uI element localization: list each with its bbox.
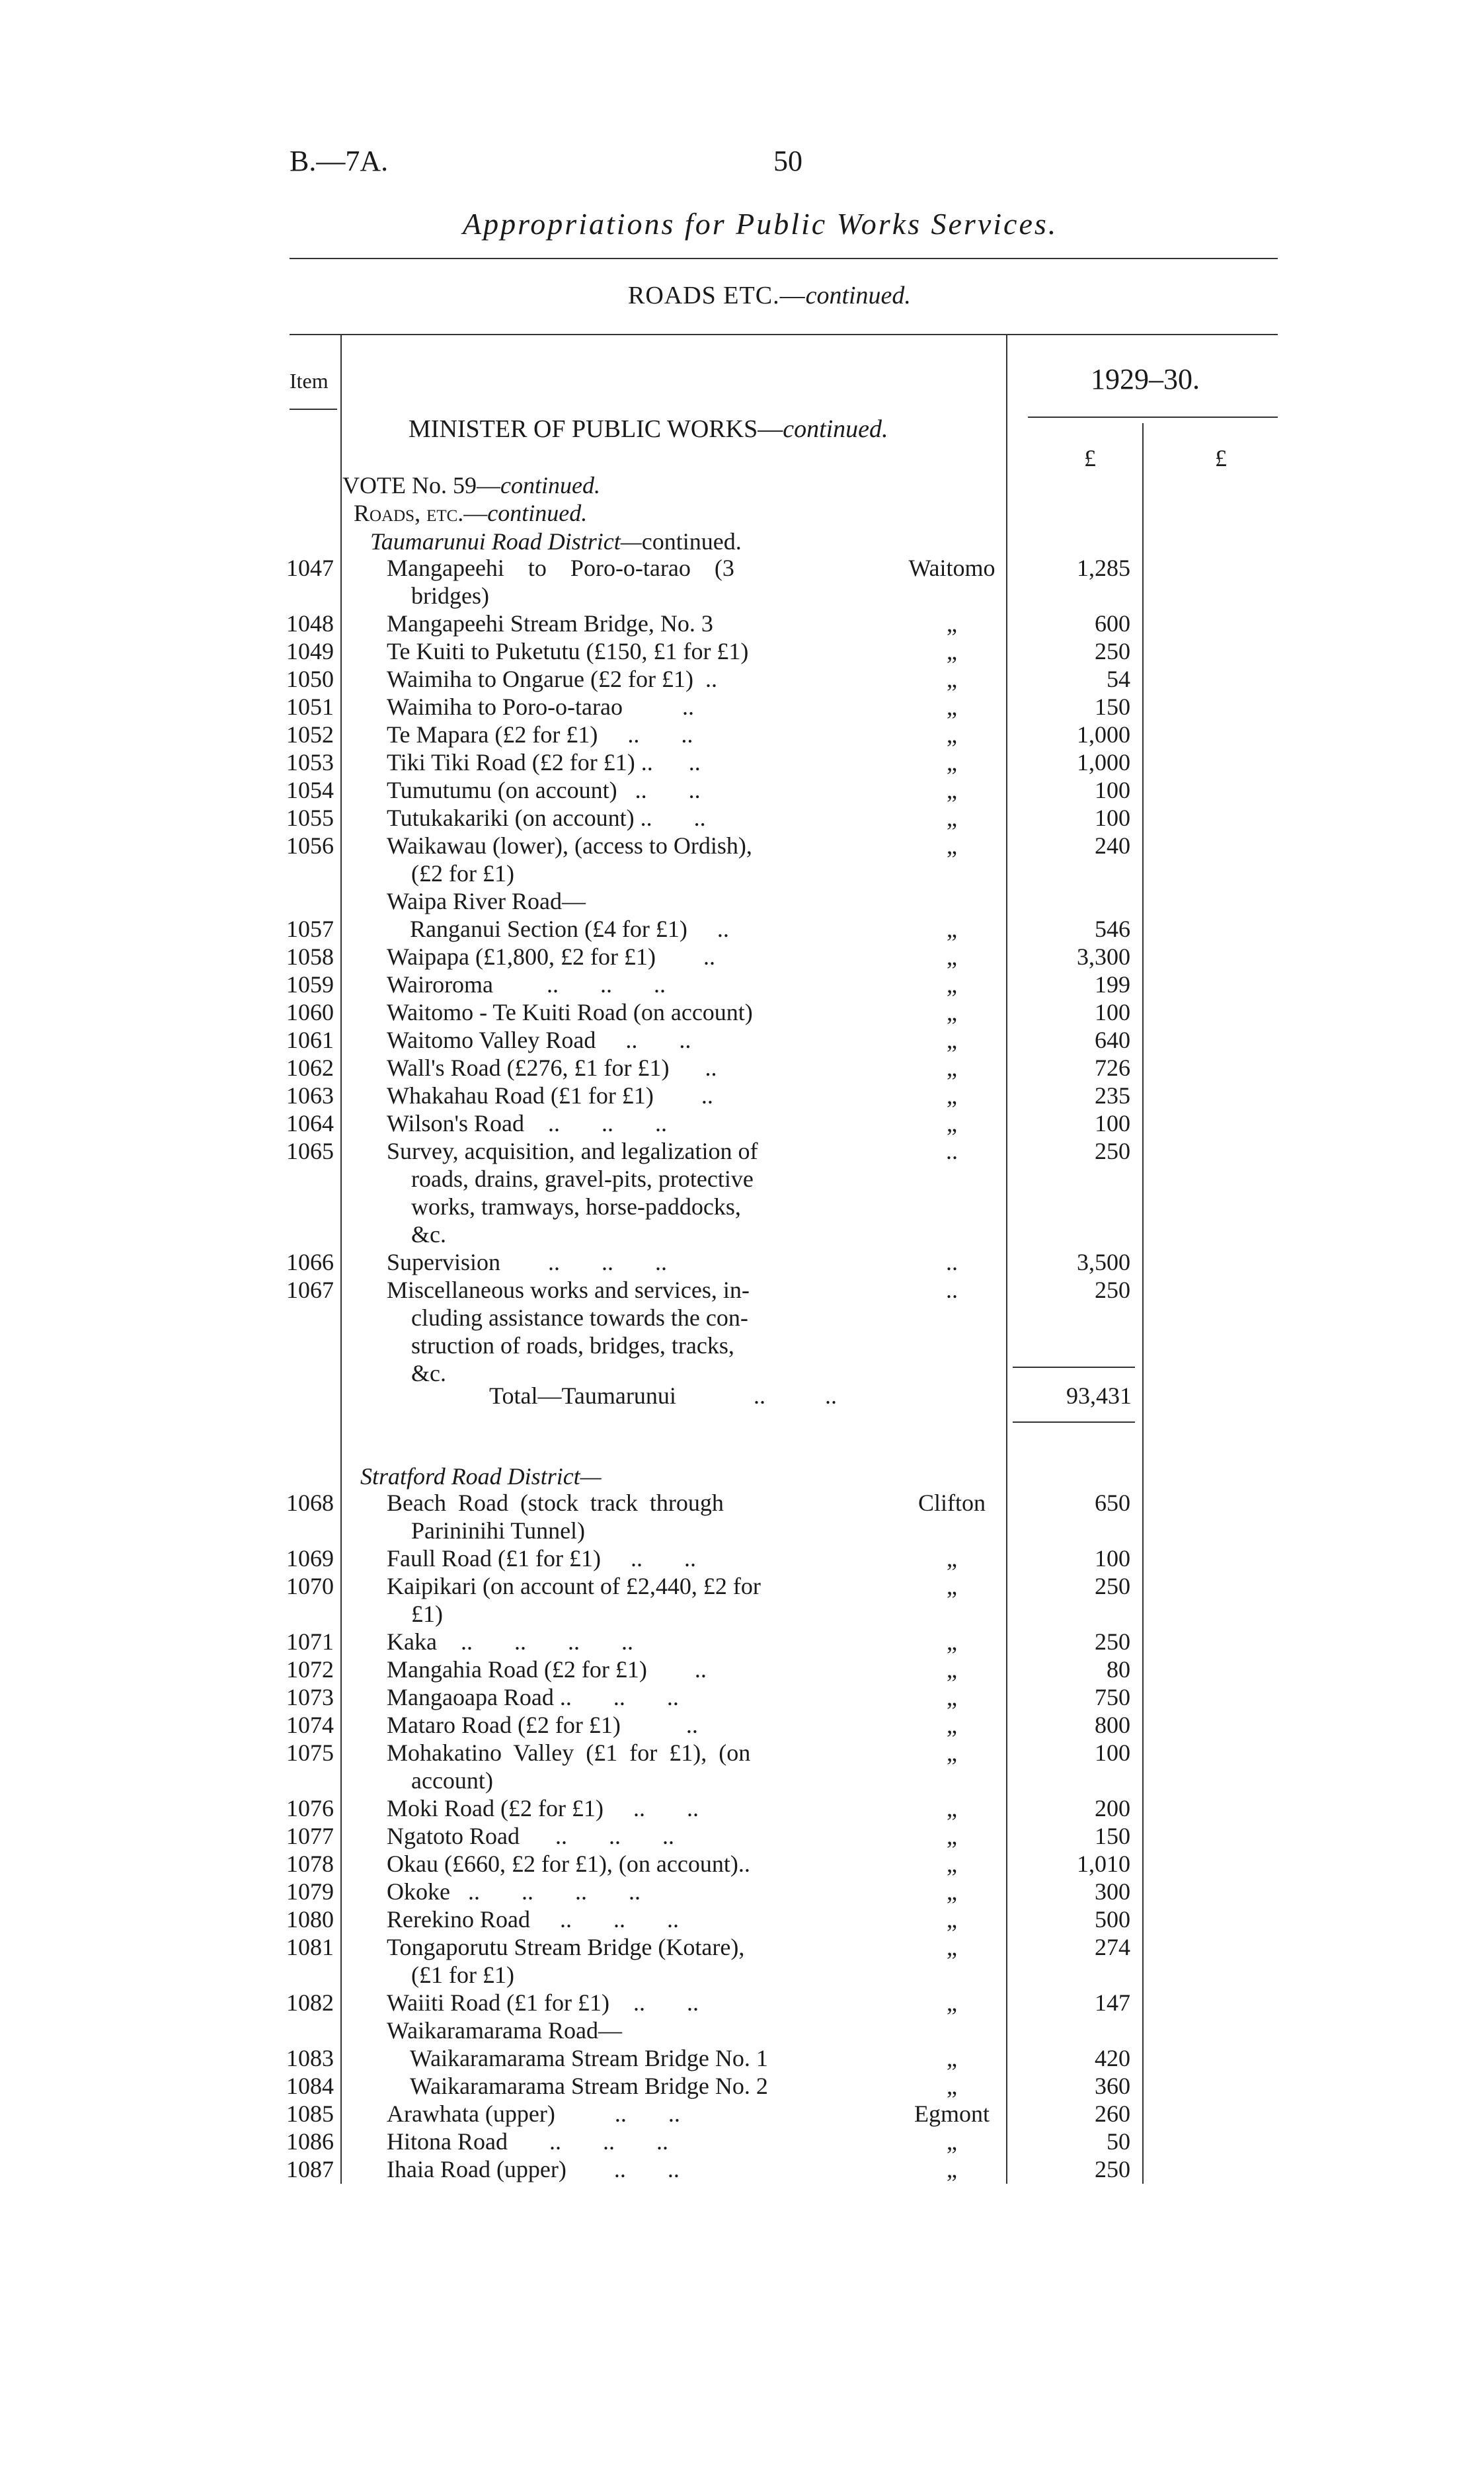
county-name: „ [947,1545,957,1572]
item-description: Survey, acquisition, and legalization of [387,1138,758,1164]
item-description: Okoke .. .. .. .. [387,1878,641,1905]
county-name: „ [947,916,957,942]
item-description: Wall's Road (£276, £1 for £1) .. [387,1055,717,1081]
county-name: „ [947,805,957,831]
amount-value: 54 [1107,666,1130,692]
total-below-rule [1013,1421,1135,1423]
amount-value: 100 [1095,777,1130,803]
amount-value: 640 [1095,1027,1130,1053]
item-number: 1068 [286,1490,334,1516]
item-number: 1081 [286,1934,334,1960]
item-number: 1083 [286,2045,334,2071]
taumarunui-district-heading: Taumarunui Road District—continued. [370,528,742,555]
amount-value: 147 [1095,1989,1130,2016]
item-number: 1058 [286,943,334,970]
amount-value: 250 [1095,1628,1130,1655]
county-name: „ [947,638,957,664]
stratford-district-heading: Stratford Road District— [360,1463,602,1490]
county-name: .. [946,1138,958,1164]
item-number: 1056 [286,832,334,859]
item-number: 1085 [286,2100,334,2127]
item-number: 1059 [286,971,334,998]
item-description: account) [411,1767,493,1794]
county-name: „ [947,832,957,859]
item-description: (£2 for £1) [411,860,514,887]
county-name: „ [947,1055,957,1081]
county-name: „ [947,1082,957,1109]
item-description: Parininihi Tunnel) [411,1517,586,1544]
item-description: Te Mapara (£2 for £1) .. .. [387,721,693,748]
item-description: Kaipikari (on account of £2,440, £2 for [387,1573,761,1599]
amount-value: 250 [1095,2156,1130,2182]
county-name: „ [947,749,957,776]
item-description: Waikaramarama Road— [387,2017,622,2044]
amount-value: 500 [1095,1906,1130,1933]
item-number: 1076 [286,1795,334,1821]
item-description: Arawhata (upper) .. .. [387,2100,680,2127]
item-number: 1079 [286,1878,334,1905]
county-name: „ [947,1684,957,1710]
item-description: Waitomo Valley Road .. .. [387,1027,691,1053]
item-number: 1063 [286,1082,334,1109]
item-header-rule [290,409,337,410]
item-description: Ihaia Road (upper) .. .. [387,2156,680,2182]
county-name: „ [947,1934,957,1960]
item-description: Waimiha to Ongarue (£2 for £1) .. [387,666,717,692]
county-name: Egmont [914,2100,990,2127]
item-description: Okau (£660, £2 for £1), (on account).. [387,1851,750,1877]
county-name: „ [947,1878,957,1905]
item-number: 1072 [286,1656,334,1683]
item-number: 1073 [286,1684,334,1710]
amount-value: 250 [1095,1277,1130,1303]
county-name: .. [946,1249,958,1275]
amount-value: 235 [1095,1082,1130,1109]
vote-heading: VOTE No. 59—continued. [342,472,600,499]
county-name: „ [947,1823,957,1849]
item-description: Ngatoto Road .. .. .. [387,1823,674,1849]
county-name: „ [947,2045,957,2071]
item-description: Mataro Road (£2 for £1) .. [387,1712,698,1738]
amount-value: 100 [1095,1739,1130,1766]
item-number: 1065 [286,1138,334,1164]
item-description: Waiiti Road (£1 for £1) .. .. [387,1989,699,2016]
roads-heading: Roads, etc.—continued. [354,500,588,526]
item-number: 1077 [286,1823,334,1849]
item-number: 1055 [286,805,334,831]
item-number: 1086 [286,2128,334,2155]
item-description: Hitona Road .. .. .. [387,2128,668,2155]
item-description: Mangapeehi Stream Bridge, No. 3 [387,610,713,637]
total-taumarunui-amount: 93,431 [1066,1382,1132,1409]
amount-value: 260 [1095,2100,1130,2127]
amount-value: 1,010 [1077,1851,1130,1877]
year-header-rule [1028,417,1278,418]
amount-value: 100 [1095,1110,1130,1137]
pound-symbol-2: £ [1215,445,1227,471]
county-name: „ [947,1712,957,1738]
item-description: Waikaramarama Stream Bridge No. 1 [410,2045,768,2071]
county-name: „ [947,610,957,637]
item-number: 1062 [286,1055,334,1081]
amount-value: 800 [1095,1712,1130,1738]
county-name: „ [947,1795,957,1821]
county-name: „ [947,1906,957,1933]
item-number: 1060 [286,999,334,1025]
county-name: „ [947,694,957,720]
county-name: „ [947,971,957,998]
item-description: bridges) [411,582,489,609]
total-taumarunui-dots: .. .. [754,1382,837,1409]
amount-value: 250 [1095,1573,1130,1599]
item-number: 1053 [286,749,334,776]
item-number: 1048 [286,610,334,637]
item-description: Waikawau (lower), (access to Ordish), [387,832,752,859]
item-description: Mangahia Road (£2 for £1) .. [387,1656,707,1683]
item-description: Beach Road (stock track through [387,1490,724,1516]
item-description: Moki Road (£2 for £1) .. .. [387,1795,699,1821]
item-description: Mangaoapa Road .. .. .. [387,1684,679,1710]
item-description: Waikaramarama Stream Bridge No. 2 [410,2073,768,2099]
item-description: struction of roads, bridges, tracks, [411,1332,734,1359]
amount-value: 546 [1095,916,1130,942]
item-column-header: Item [290,369,329,393]
county-name: „ [947,1989,957,2016]
item-description: Kaka .. .. .. .. [387,1628,633,1655]
pound-symbol-1: £ [1084,445,1096,471]
county-name: „ [947,1628,957,1655]
county-name: „ [947,2156,957,2182]
item-description: Rerekino Road .. .. .. [387,1906,679,1933]
county-name: „ [947,2128,957,2155]
amount-column-rule [1142,423,1144,2184]
item-description: £1) [411,1601,443,1627]
item-description: &c. [411,1360,446,1386]
item-description: Tiki Tiki Road (£2 for £1) .. .. [387,749,701,776]
item-number: 1087 [286,2156,334,2182]
amount-value: 3,500 [1077,1249,1130,1275]
item-number: 1066 [286,1249,334,1275]
county-name: „ [947,1027,957,1053]
item-description: Miscellaneous works and services, in- [387,1277,750,1303]
item-description: Faull Road (£1 for £1) .. .. [387,1545,696,1572]
item-number: 1064 [286,1110,334,1137]
amount-value: 300 [1095,1878,1130,1905]
item-description: Mangapeehi to Poro-o-tarao (3 [387,555,734,581]
item-description: Waitomo - Te Kuiti Road (on account) [387,999,753,1025]
county-name: „ [947,666,957,692]
county-name: „ [947,999,957,1025]
section-heading: ROADS ETC.—continued. [628,282,911,309]
county-name: „ [947,777,957,803]
amount-value: 726 [1095,1055,1130,1081]
amount-value: 3,300 [1077,943,1130,970]
amount-value: 360 [1095,2073,1130,2099]
item-description: Tutukakariki (on account) .. .. [387,805,706,831]
county-name: Clifton [918,1490,986,1516]
item-description: Supervision .. .. .. [387,1249,668,1275]
amount-value: 100 [1095,805,1130,831]
item-description: Wilson's Road .. .. .. [387,1110,668,1137]
item-description: roads, drains, gravel-pits, protective [411,1166,754,1192]
item-number: 1084 [286,2073,334,2099]
item-description: Tongaporutu Stream Bridge (Kotare), [387,1934,745,1960]
county-name: Waitomo [908,555,996,581]
amount-value: 100 [1095,999,1130,1025]
amount-value: 274 [1095,1934,1130,1960]
minister-heading: MINISTER OF PUBLIC WORKS—continued. [409,415,888,443]
item-description: Wairoroma .. .. .. [387,971,666,998]
amount-value: 250 [1095,1138,1130,1164]
amount-value: 50 [1107,2128,1130,2155]
item-description: &c. [411,1221,446,1248]
amount-value: 650 [1095,1490,1130,1516]
item-description: Mohakatino Valley (£1 for £1), (on [387,1739,751,1766]
item-number: 1054 [286,777,334,803]
county-name: „ [947,1656,957,1683]
amount-value: 250 [1095,638,1130,664]
county-name: „ [947,721,957,748]
amount-value: 80 [1107,1656,1130,1683]
item-number: 1080 [286,1906,334,1933]
item-description: Waipa River Road— [387,888,586,914]
county-name: „ [947,1851,957,1877]
item-number: 1051 [286,694,334,720]
document-reference: B.—7A. [290,145,389,177]
item-column-rule [340,334,342,2184]
county-name: „ [947,2073,957,2099]
item-number: 1061 [286,1027,334,1053]
item-description: Ranganui Section (£4 for £1) .. [410,916,729,942]
year-column-header: 1929–30. [1091,363,1200,395]
item-description: works, tramways, horse-paddocks, [411,1193,741,1220]
total-taumarunui-label: Total—Taumarunui [489,1382,676,1409]
item-description: Tumutumu (on account) .. .. [387,777,701,803]
item-number: 1049 [286,638,334,664]
page-number: 50 [773,145,802,177]
total-above-rule [1013,1367,1135,1368]
county-name: „ [947,943,957,970]
item-description: cluding assistance towards the con- [411,1304,748,1331]
item-number: 1070 [286,1573,334,1599]
county-name: „ [947,1110,957,1137]
amount-value: 1,000 [1077,721,1130,748]
item-number: 1047 [286,555,334,581]
amount-value: 150 [1095,694,1130,720]
county-name: .. [946,1277,958,1303]
amount-value: 600 [1095,610,1130,637]
amount-value: 199 [1095,971,1130,998]
item-description: Waipapa (£1,800, £2 for £1) .. [387,943,715,970]
item-description: (£1 for £1) [411,1962,514,1988]
county-name: „ [947,1739,957,1766]
county-name: „ [947,1573,957,1599]
item-description: Whakahau Road (£1 for £1) .. [387,1082,713,1109]
page-title: Appropriations for Public Works Services. [463,207,1058,241]
item-number: 1057 [286,916,334,942]
amount-value: 1,000 [1077,749,1130,776]
item-number: 1050 [286,666,334,692]
item-description: Te Kuiti to Puketutu (£150, £1 for £1) [387,638,749,664]
item-number: 1052 [286,721,334,748]
title-rule [290,258,1278,259]
item-number: 1082 [286,1989,334,2016]
item-number: 1069 [286,1545,334,1572]
item-number: 1075 [286,1739,334,1766]
amount-value: 100 [1095,1545,1130,1572]
item-number: 1071 [286,1628,334,1655]
amount-value: 240 [1095,832,1130,859]
item-number: 1067 [286,1277,334,1303]
item-number: 1074 [286,1712,334,1738]
amount-value: 150 [1095,1823,1130,1849]
amount-value: 200 [1095,1795,1130,1821]
amount-value: 420 [1095,2045,1130,2071]
section-rule [290,334,1278,335]
item-number: 1078 [286,1851,334,1877]
amount-value: 1,285 [1077,555,1130,581]
item-description: Waimiha to Poro-o-tarao .. [387,694,694,720]
amount-value: 750 [1095,1684,1130,1710]
